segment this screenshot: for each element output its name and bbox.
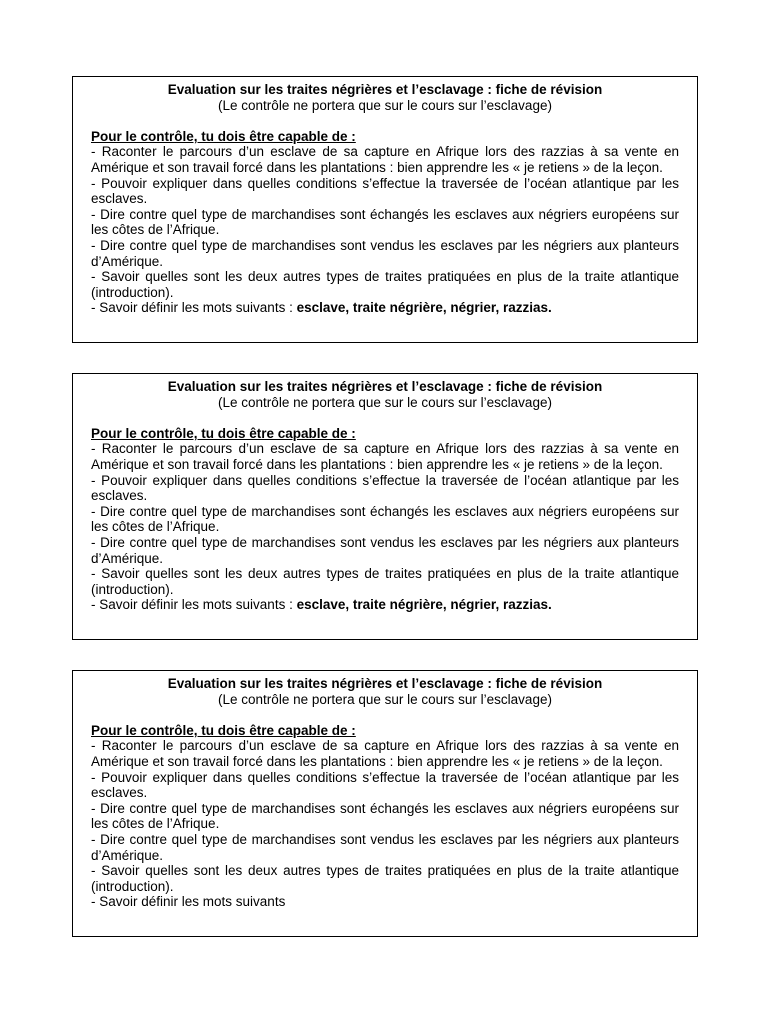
spacer [91,410,679,426]
objective-item: - Raconter le parcours d’un esclave de sa capture en Afrique lors des razzias à sa vente en Amérique et son travail forcé dans les plantations : bien apprendre les « je retiens » de la leçon. [91,144,679,175]
card-title: Evaluation sur les traites négrières et l’esclavage : fiche de révision [167,676,603,691]
objective-item: - Raconter le parcours d’un esclave de sa capture en Afrique lors des razzias à sa vente en Amérique et son travail forcé dans les plantations : bien apprendre les « je retiens » de la leçon. [91,738,679,769]
objective-item: - Savoir quelles sont les deux autres types de traites pratiquées en plus de la traite atlantique (introduction). [91,566,679,597]
card-heading: Pour le contrôle, tu dois être capable de : [91,425,356,441]
card-subtitle: (Le contrôle ne portera que sur le cours sur l’esclavage) [218,691,552,707]
spacer [91,113,679,129]
objective-item: - Pouvoir expliquer dans quelles conditions s’effectue la traversée de l’océan atlantique par les esclaves. [91,472,679,504]
objective-item: - Dire contre quel type de marchandises sont échangés les esclaves aux négriers européens sur les côtes de l’Afrique. [91,800,679,832]
card-heading: Pour le contrôle, tu dois être capable de : [91,128,356,144]
revision-card-3 [72,670,698,937]
objective-item: - Raconter le parcours d’un esclave de sa capture en Afrique lors des razzias à sa vente en Amérique et son travail forcé dans les plantations : bien apprendre les « je retiens » de la leçon. [91,441,679,472]
definitions-terms: esclave, traite négrière, négrier, razzias. [296,597,552,613]
objective-item-definitions [91,300,679,316]
definitions-prefix: - Savoir définir les mots suivants : [91,300,297,316]
spacer [91,707,679,723]
card-title: Evaluation sur les traites négrières et l’esclavage : fiche de révision [167,379,603,394]
objective-item: - Dire contre quel type de marchandises sont vendus les esclaves par les négriers aux planteurs d’Amérique. [91,534,679,566]
objective-item: - Savoir quelles sont les deux autres types de traites pratiquées en plus de la traite atlantique (introduction). [91,269,679,300]
objective-item: - Pouvoir expliquer dans quelles conditions s’effectue la traversée de l’océan atlantique par les esclaves. [91,175,679,207]
objective-item: - Pouvoir expliquer dans quelles conditions s’effectue la traversée de l’océan atlantique par les esclaves. [91,769,679,801]
card-heading: Pour le contrôle, tu dois être capable de : [91,722,356,738]
objective-item: - Dire contre quel type de marchandises sont échangés les esclaves aux négriers européens sur les côtes de l’Afrique. [91,206,679,238]
objective-item: - Dire contre quel type de marchandises sont vendus les esclaves par les négriers aux planteurs d’Amérique. [91,237,679,269]
card-title: Evaluation sur les traites négrières et l’esclavage : fiche de révision [167,82,603,97]
definitions-terms: esclave, traite négrière, négrier, razzias. [296,300,552,316]
card-subtitle: (Le contrôle ne portera que sur le cours sur l’esclavage) [218,97,552,113]
objective-item: - Savoir quelles sont les deux autres types de traites pratiquées en plus de la traite atlantique (introduction). [91,863,679,894]
objective-item: - Dire contre quel type de marchandises sont vendus les esclaves par les négriers aux planteurs d’Amérique. [91,831,679,863]
objective-item: - Dire contre quel type de marchandises sont échangés les esclaves aux négriers européens sur les côtes de l’Afrique. [91,503,679,535]
objective-item-definitions [91,894,679,910]
card-subtitle: (Le contrôle ne portera que sur le cours sur l’esclavage) [218,394,552,410]
revision-card-1 [72,76,698,343]
definitions-prefix: - Savoir définir les mots suivants [91,894,286,910]
revision-card-2 [72,373,698,640]
definitions-prefix: - Savoir définir les mots suivants : [91,597,297,613]
objective-item-definitions [91,597,679,613]
